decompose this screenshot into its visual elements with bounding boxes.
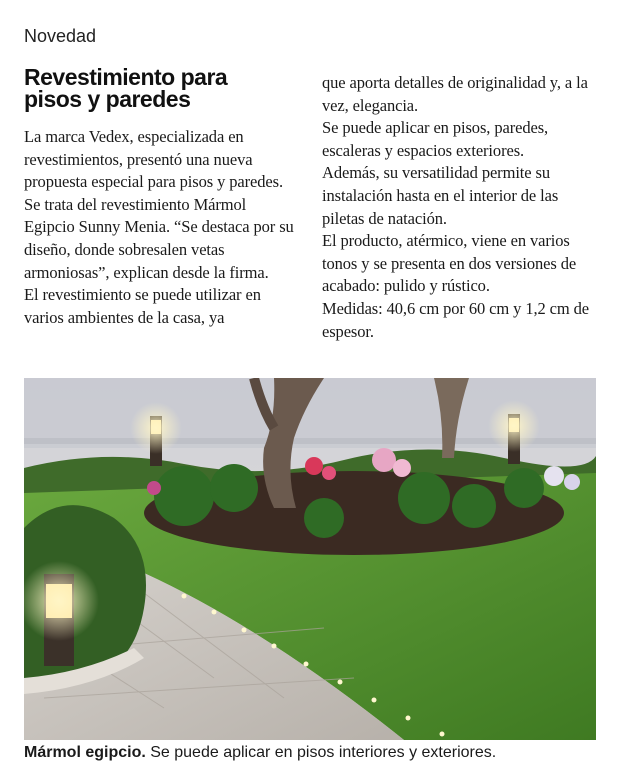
paragraph-versatility: Además, su versatilidad permite su instalación hasta en el interior de las piletas de natación. [322,163,559,228]
headline-line-2: pisos y paredes [24,86,191,112]
paragraph-intro: La marca Vedex, especializada en revestimientos, presentó una nueva propuesta especial para pisos y paredes. Se trata del revestimiento Mármol Egipcio Sunny Menia. “Se destaca por su diseño, donde sobresalen vetas armoniosas”, explican desde la firma. [24,127,294,282]
headline-line-1: Revestimiento para [24,64,228,90]
paragraph-uses: El revestimiento se puede utilizar en varios ambientes de la casa, ya [24,285,261,327]
article-column-left [24,66,300,329]
paragraph-finishes: El producto, atérmico, viene en varios tonos y se presenta en dos versiones de acabado: pulido y rústico. [322,231,577,296]
garden-photo [24,378,596,740]
paragraph-applications: Se puede aplicar en pisos, paredes, escaleras y espacios exteriores. [322,118,549,160]
caption-title: Mármol egipcio. [24,744,146,761]
section-label: Novedad [24,26,97,46]
paragraph-uses-continued: que aporta detalles de originalidad y, a la vez, elegancia. [322,73,588,115]
article-body [24,66,598,366]
article-headline [24,66,300,110]
paragraph-measurements: Medidas: 40,6 cm por 60 cm y 1,2 cm de espesor. [322,298,590,341]
caption-text: Se puede aplicar en pisos interiores y exteriores. [145,744,497,761]
article-column-right [322,72,598,343]
photo-caption [24,744,496,762]
